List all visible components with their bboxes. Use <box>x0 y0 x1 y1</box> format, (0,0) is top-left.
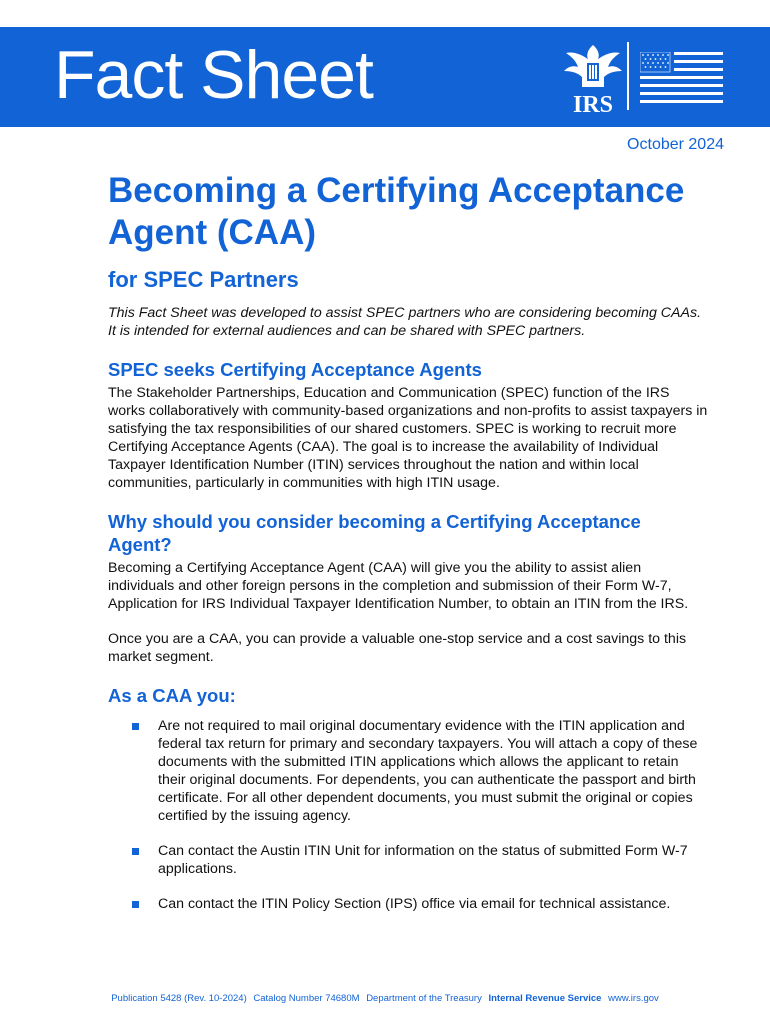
caa-benefits-list <box>108 717 708 913</box>
square-bullet-icon <box>132 848 139 855</box>
footer-publication: Publication 5428 (Rev. 10-2024) <box>111 993 247 1004</box>
section-heading-why-consider: Why should you consider becoming a Certifying Acceptance Agent? <box>108 511 641 555</box>
page-footer <box>0 993 770 1004</box>
us-flag-icon <box>640 52 723 103</box>
footer-catalog: Catalog Number 74680M <box>253 993 360 1004</box>
list-item-text: Are not required to mail original documentary evidence with the ITIN application and federal tax return for primary and secondary taxpayers. You will attach a copy of these documents with the submitted ITIN applications which allows the applicant to retain their original documents. For dependents, you can authenticate the passport and birth certificate. For all other dependent documents, you must submit the original or copies certified by the issuing agency. <box>158 718 698 824</box>
section-heading-as-a-caa: As a CAA you: <box>108 685 236 706</box>
section-paragraph: Becoming a Certifying Acceptance Agent (CAA) will give you the ability to assist alien individuals and other foreign persons in the completion and submission of their Form W-7, Application for IRS Individual Taxpayer Identification Number, to obtain an ITIN from the IRS. <box>108 560 689 612</box>
list-item <box>108 717 708 825</box>
page-subtitle: for SPEC Partners <box>108 267 299 292</box>
main-content <box>108 170 708 930</box>
list-item <box>108 895 708 913</box>
header-banner <box>0 27 770 127</box>
logo-divider <box>627 42 629 110</box>
section-heading-spec-seeks: SPEC seeks Certifying Acceptance Agents <box>108 359 482 380</box>
intro-paragraph: This Fact Sheet was developed to assist SPEC partners who are considering becoming CAAs. It is intended for external audiences and can be shared with SPEC partners. <box>108 305 702 339</box>
publication-date: October 2024 <box>627 136 724 153</box>
square-bullet-icon <box>132 901 139 908</box>
page-title: Becoming a Certifying Acceptance Agent (CAA) <box>108 171 685 252</box>
fact-sheet-title: Fact Sheet <box>54 37 373 113</box>
list-item-text: Can contact the Austin ITIN Unit for information on the status of submitted Form W-7 applications. <box>158 843 688 877</box>
section-paragraph: The Stakeholder Partnerships, Education and Communication (SPEC) function of the IRS works collaboratively with community-based organizations and non-profits to assist taxpayers in satisfying the tax responsibilities of our shared customers. SPEC is working to recruit more Certifying Acceptance Agents (CAA). The goal is to increase the availability of Individual Taxpayer Identification Number (ITIN) services throughout the nation and within local communities, particularly in communities with high ITIN usage. <box>108 385 708 491</box>
list-item <box>108 842 708 878</box>
irs-eagle-logo-icon <box>558 41 628 117</box>
section-paragraph: Once you are a CAA, you can provide a valuable one-stop service and a cost savings to this market segment. <box>108 631 687 665</box>
list-item-text: Can contact the ITIN Policy Section (IPS) office via email for technical assistance. <box>158 896 671 912</box>
footer-agency: Internal Revenue Service <box>488 993 602 1004</box>
square-bullet-icon <box>132 723 139 730</box>
footer-department: Department of the Treasury <box>366 993 482 1004</box>
footer-website-link[interactable]: www.irs.gov <box>608 993 659 1004</box>
irs-logo-text: IRS <box>572 92 614 117</box>
